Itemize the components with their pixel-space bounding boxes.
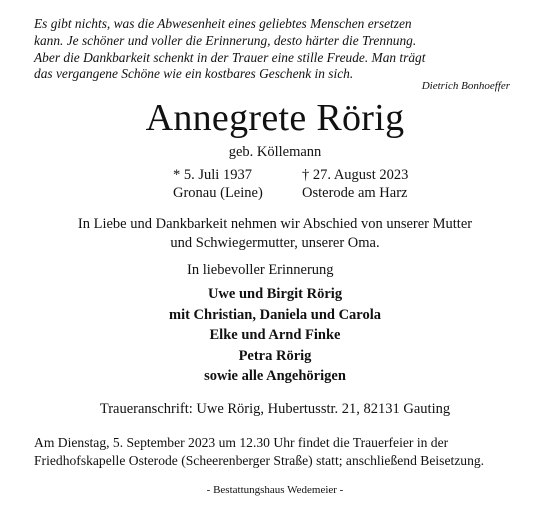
death-date: † 27. August 2023 xyxy=(302,167,409,183)
farewell-text xyxy=(0,215,550,253)
mourner-line: Elke und Arnd Finke xyxy=(209,327,341,343)
death-place: Osterode am Harz xyxy=(302,185,408,201)
farewell-line: und Schwiegermutter, unserer Oma. xyxy=(170,235,380,251)
mourner-line: Uwe und Birgit Rörig xyxy=(207,286,343,302)
funeral-home: - Bestattungshaus Wedemeier - xyxy=(206,484,344,496)
ceremony-line: Friedhofskapelle Osterode (Scheerenberger Straße) statt; anschließend Beisetzung. xyxy=(34,453,485,468)
death-info xyxy=(302,166,408,202)
birth-place: Gronau (Leine) xyxy=(173,185,263,201)
mourners-list xyxy=(0,284,550,387)
birth-name: geb. Köllemann xyxy=(228,144,322,160)
deceased-name: Annegrete Rörig xyxy=(145,97,405,139)
mourner-line: sowie alle Angehörigen xyxy=(204,368,346,384)
mourner-line: mit Christian, Daniela und Carola xyxy=(168,306,382,323)
quote-block xyxy=(34,16,518,83)
quote-line: kann. Je schöner und voller die Erinnerung, desto härter die Trennung. xyxy=(34,32,417,48)
birth-date: * 5. Juli 1937 xyxy=(173,167,252,183)
memory-phrase: In liebevoller Erinnerung xyxy=(187,262,334,278)
quote-line: Aber die Dankbarkeit schenkt in der Trauer eine stille Freude. Man trägt xyxy=(34,49,426,65)
mourner-line: Petra Rörig xyxy=(238,347,312,364)
quote-line: das vergangene Schöne wie ein kostbares Geschenk in sich. xyxy=(34,66,354,82)
birth-info xyxy=(173,166,263,202)
ceremony-line: Am Dienstag, 5. September 2023 um 12.30 Uhr findet die Trauerfeier in der xyxy=(34,435,449,450)
farewell-line: In Liebe und Dankbarkeit nehmen wir Abschied von unserer Mutter xyxy=(77,216,473,232)
quote-author: Dietrich Bonhoeffer xyxy=(421,80,510,92)
quote-line: Es gibt nichts, was die Abwesenheit eines geliebtes Menschen ersetzen xyxy=(34,16,412,31)
mourning-address: Traueranschrift: Uwe Rörig, Hubertusstr. 21, 82131 Gauting xyxy=(99,401,451,417)
ceremony-info xyxy=(34,434,534,470)
